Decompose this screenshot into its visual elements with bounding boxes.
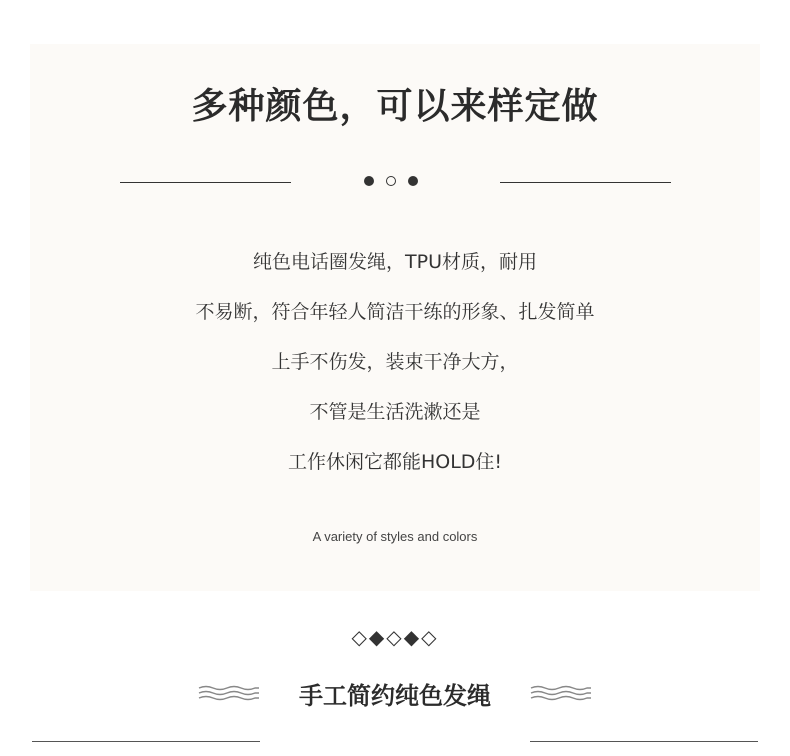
description-line: 上手不伤发，装束干净大方， bbox=[271, 351, 519, 373]
description-line: 不管是生活洗漱还是 bbox=[309, 401, 481, 423]
description-line: 纯色电话圈发绳，TPU材质，耐用 bbox=[253, 251, 537, 273]
wave-icon bbox=[530, 685, 592, 701]
dot-icon bbox=[386, 176, 396, 186]
section-title: 手工简约纯色发绳 bbox=[299, 682, 491, 710]
diamond-ornament: ◇◆◇◆◇ bbox=[351, 625, 439, 649]
bottom-divider-right bbox=[530, 741, 758, 742]
divider-right bbox=[500, 182, 671, 183]
dot-icon bbox=[364, 176, 374, 186]
description-line: 工作休闲它都能HOLD住! bbox=[287, 451, 503, 473]
description-line: 不易断，符合年轻人简洁干练的形象、扎发简单 bbox=[195, 301, 595, 323]
page-title: 多种颜色，可以来样定做 bbox=[191, 86, 599, 127]
dot-ornament bbox=[362, 176, 426, 188]
english-subtitle: A variety of styles and colors bbox=[312, 529, 478, 544]
dot-icon bbox=[408, 176, 418, 186]
bottom-divider-left bbox=[32, 741, 260, 742]
divider-left bbox=[120, 182, 291, 183]
